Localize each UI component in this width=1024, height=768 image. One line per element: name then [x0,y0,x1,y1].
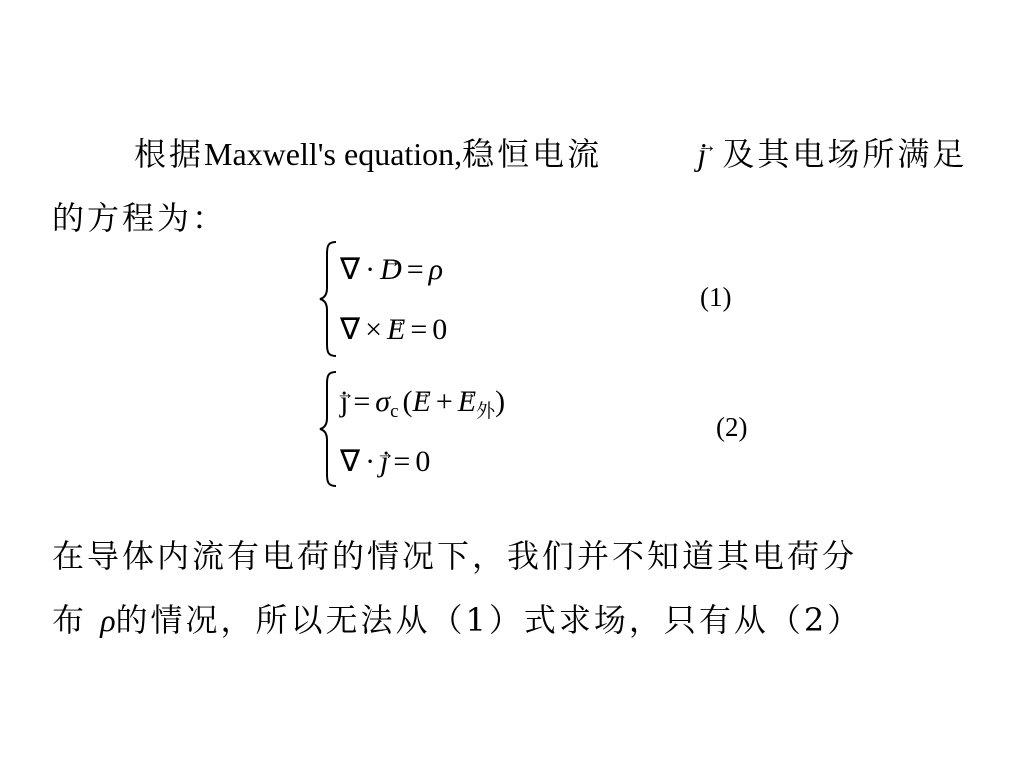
rho-symbol: ρ [100,602,116,638]
dot-operator: · [365,445,376,478]
equation-number-1: (1) [700,282,732,312]
vector-j: → j [380,442,388,482]
vector-e-external: → E [458,382,476,422]
intro-middle: 稳恒电流 [462,135,603,173]
conclusion-paragraph [52,524,982,652]
sigma-symbol: σ [375,385,391,418]
continuity-equation [340,442,430,482]
curl-e-equation [340,310,447,350]
left-brace-1 [318,240,340,358]
equation-system-2 [318,370,638,488]
equals-sign: = [406,253,424,286]
current-vector-symbol: → j [615,122,709,186]
equals-sign: = [410,313,428,346]
ohm-law-equation [340,382,505,426]
gauss-law-equation [340,250,443,290]
sigma-subscript: c [390,401,399,422]
equation-number-2: (2) [716,412,748,442]
vector-d: → D [380,250,402,290]
zero-value: 0 [415,445,431,478]
conclusion-line-2: 的情况，所以无法从（1）式求场，只有从（2） [115,601,863,639]
nabla-symbol: ∇ [340,313,361,346]
equation-system-1 [318,240,638,358]
dot-operator: · [365,253,376,286]
vector-j-upright: → j [340,382,348,422]
conclusion-prefix: 布 [52,601,88,639]
plus-sign: + [435,385,453,418]
nabla-symbol: ∇ [340,253,361,286]
intro-paragraph [52,122,982,250]
conclusion-line-1: 在导体内流有电荷的情况下，我们并不知道其电荷分 [52,537,858,575]
vector-e: → E [413,382,431,422]
intro-suffix: 及其电场所满足的方程为： [52,135,968,237]
intro-prefix: 根据 [134,135,205,173]
open-paren: ( [402,385,413,418]
zero-value: 0 [432,313,448,346]
nabla-symbol: ∇ [340,445,361,478]
external-subscript: 外 [476,400,496,422]
equals-sign: = [353,385,371,418]
maxwell-equation-text: Maxwell's equation, [204,136,463,172]
close-paren: ) [495,385,506,418]
cross-operator: × [365,313,382,346]
vector-e: → E [387,310,405,350]
equals-sign: = [393,445,411,478]
rho-symbol: ρ [428,253,444,286]
